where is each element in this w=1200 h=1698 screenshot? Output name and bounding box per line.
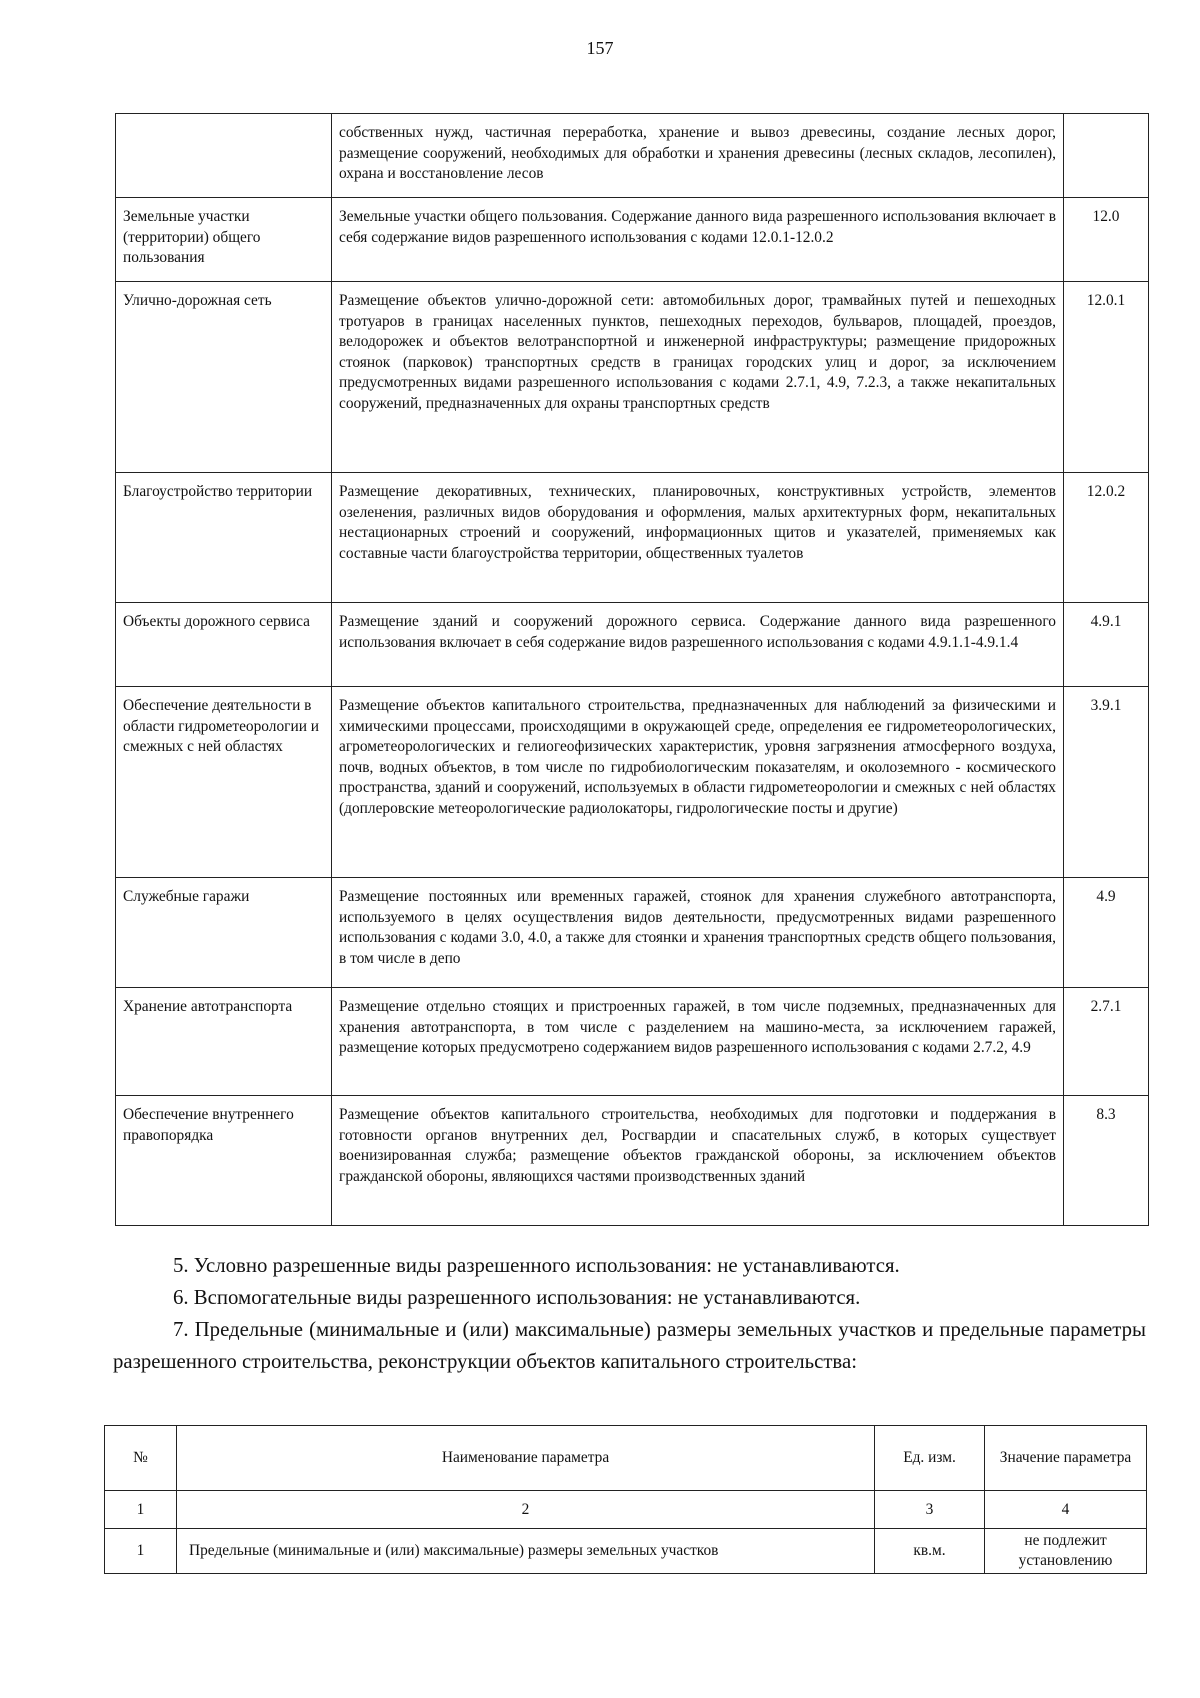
table-row xyxy=(116,603,1149,687)
use-name: Улично-дорожная сеть xyxy=(116,282,332,473)
use-description: Размещение объектов улично-дорожной сети: автомобильных дорог, трамвайных путей и пешеходных тротуаров в границах населенных пунктов, пешеходных переходов, бульваров, площадей, проездов, велодорожек и объектов велотранспортной и инженерной инфраструктуры; размещение придорожных стоянок (парковок) транспортных средств в границах городских улиц и дорог, за исключением предусмотренных видами разрешенного использования с кодами 2.7.1, 4.9, 7.2.3, а также некапитальных сооружений, предназначенных для охраны транспортных средств xyxy=(332,282,1064,473)
index-name: 2 xyxy=(177,1491,875,1529)
parameters-table xyxy=(104,1425,1147,1574)
index-unit: 3 xyxy=(875,1491,985,1529)
use-code xyxy=(1064,114,1149,198)
table-row xyxy=(116,282,1149,473)
table-row xyxy=(116,988,1149,1096)
header-row xyxy=(105,1426,1147,1491)
use-description: Размещение декоративных, технических, планировочных, конструктивных устройств, элементов озеленения, различных видов оборудования и оформления, малых архитектурных форм, некапитальных нестационарных строений и сооружений, информационных щитов и указателей, применяемых как составные части благоустройства территории, общественных туалетов xyxy=(332,473,1064,603)
paragraph-5: 5. Условно разрешенные виды разрешенного использования: не устанавливаются. xyxy=(173,1254,900,1277)
use-description: Размещение объектов капитального строительства, предназначенных для наблюдений за физическими и химическими процессами, происходящими в окружающей среде, определения ее гидрометеорологических, агрометеорологических и гелиогеофизических характеристик, уровня загрязнения атмосферного воздуха, почв, водных объектов, в том числе по гидробиологическим показателям, и околоземного - космического пространства, зданий и сооружений, используемых в области гидрометеорологии и смежных с ней областях (доплеровские метеорологические радиолокаторы, гидрологические посты и другие) xyxy=(332,687,1064,878)
table-row xyxy=(116,114,1149,198)
section-paragraphs xyxy=(113,1250,1146,1378)
use-description: собственных нужд, частичная переработка, хранение и вывоз древесины, создание лесных дорог, размещение сооружений, необходимых для обработки и хранения древесины (лесных складов, лесопилен), охрана и восстановление лесов xyxy=(332,114,1064,198)
use-name xyxy=(116,114,332,198)
use-description: Размещение зданий и сооружений дорожного сервиса. Содержание данного вида разрешенного использования включает в себя содержание видов разрешенного использования с кодами 4.9.1.1-4.9.1.4 xyxy=(332,603,1064,687)
use-name: Объекты дорожного сервиса xyxy=(116,603,332,687)
header-value: Значение параметра xyxy=(985,1426,1147,1491)
use-description: Размещение постоянных или временных гаражей, стоянок для хранения служебного автотранспорта, используемого в целях осуществления видов деятельности, предусмотренных видами разрешенного использования с кодами 3.0, 4.0, а также для стоянки и хранения транспортных средств общего пользования, в том числе в депо xyxy=(332,878,1064,988)
param-unit: кв.м. xyxy=(875,1529,985,1574)
use-description: Размещение отдельно стоящих и пристроенных гаражей, в том числе подземных, предназначенных для хранения автотранспорта, в том числе с разделением на машино-места, за исключением гаражей, размещение которых предусмотрено содержанием видов разрешенного использования с кодами 2.7.2, 4.9 xyxy=(332,988,1064,1096)
use-name: Служебные гаражи xyxy=(116,878,332,988)
table-row xyxy=(105,1529,1147,1574)
header-num: № xyxy=(105,1426,177,1491)
use-code: 4.9 xyxy=(1064,878,1149,988)
use-name: Земельные участки (территории) общего пользования xyxy=(116,198,332,282)
table-row xyxy=(116,473,1149,603)
table-row xyxy=(116,687,1149,878)
use-name: Обеспечение деятельности в области гидрометеорологии и смежных с ней областях xyxy=(116,687,332,878)
use-code: 12.0 xyxy=(1064,198,1149,282)
use-code: 3.9.1 xyxy=(1064,687,1149,878)
paragraph-7: 7. Предельные (минимальные и (или) максимальные) размеры земельных участков и предельные параметры разрешенного строительства, реконструкции объектов капитального строительства: xyxy=(113,1318,1146,1373)
use-code: 2.7.1 xyxy=(1064,988,1149,1096)
header-name: Наименование параметра xyxy=(177,1426,875,1491)
use-name: Обеспечение внутреннего правопорядка xyxy=(116,1096,332,1226)
index-value: 4 xyxy=(985,1491,1147,1529)
use-description: Земельные участки общего пользования. Содержание данного вида разрешенного использования включает в себя содержание видов разрешенного использования с кодами 12.0.1-12.0.2 xyxy=(332,198,1064,282)
use-name: Хранение автотранспорта xyxy=(116,988,332,1096)
param-name: Предельные (минимальные и (или) максимальные) размеры земельных участков xyxy=(177,1529,875,1574)
table-row xyxy=(116,198,1149,282)
header-unit: Ед. изм. xyxy=(875,1426,985,1491)
use-code: 4.9.1 xyxy=(1064,603,1149,687)
index-row xyxy=(105,1491,1147,1529)
param-num: 1 xyxy=(105,1529,177,1574)
use-code: 12.0.2 xyxy=(1064,473,1149,603)
page-number: 157 xyxy=(586,38,614,58)
table-row xyxy=(116,878,1149,988)
table-row xyxy=(116,1096,1149,1226)
use-code: 12.0.1 xyxy=(1064,282,1149,473)
use-code: 8.3 xyxy=(1064,1096,1149,1226)
use-name: Благоустройство территории xyxy=(116,473,332,603)
use-description: Размещение объектов капитального строительства, необходимых для подготовки и поддержания в готовности органов внутренних дел, Росгвардии и спасательных служб, в которых существует военизированная служба; размещение объектов гражданской обороны, за исключением объектов гражданской обороны, являющихся частями производственных зданий xyxy=(332,1096,1064,1226)
index-num: 1 xyxy=(105,1491,177,1529)
permitted-uses-table xyxy=(115,113,1149,1226)
param-value: не подлежит установлению xyxy=(985,1529,1147,1574)
paragraph-6: 6. Вспомогательные виды разрешенного использования: не устанавливаются. xyxy=(173,1286,861,1309)
